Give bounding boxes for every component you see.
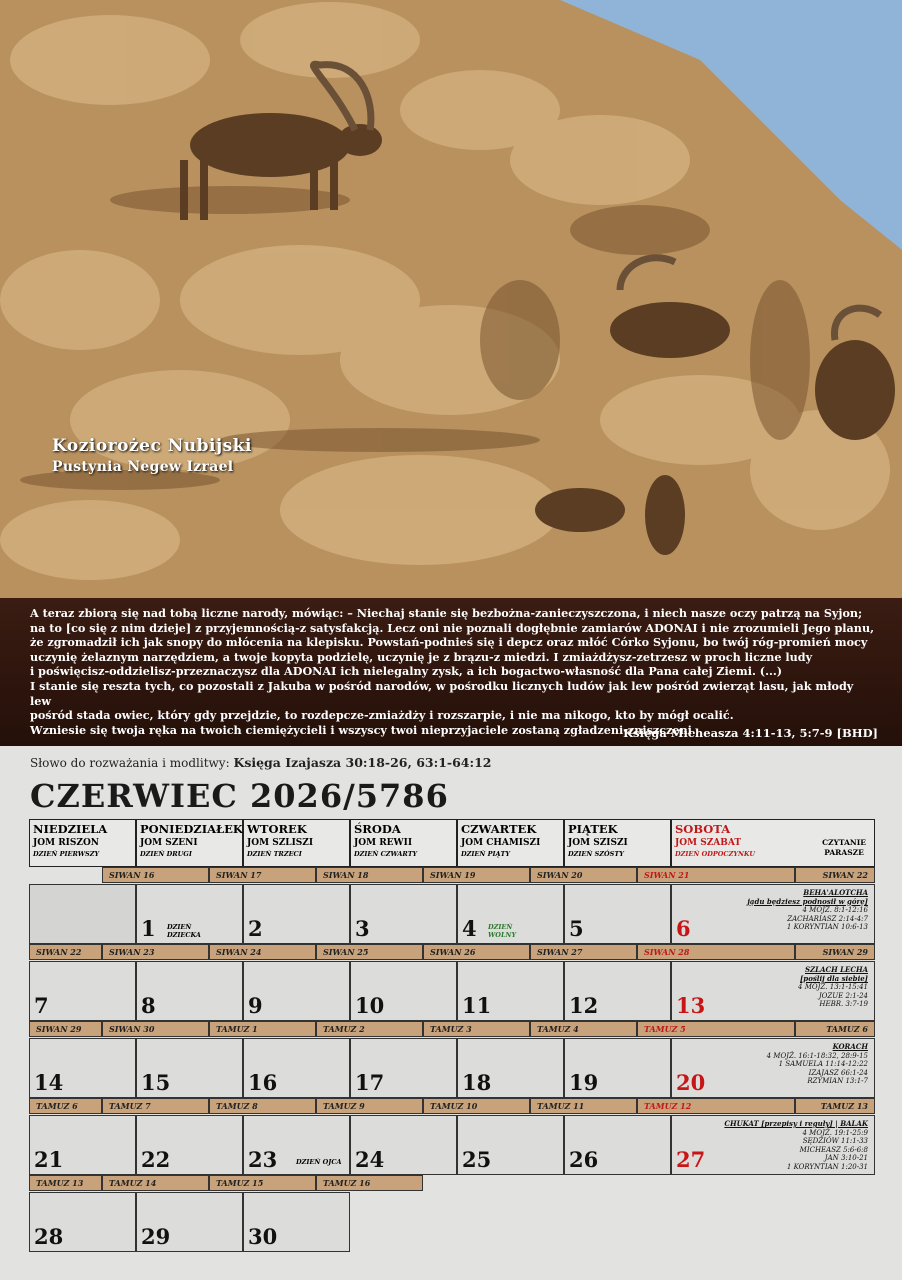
hebrew-date: SIWAN 22 <box>29 944 102 960</box>
parasha-reference: SĘDZIÓW 11:1-33 <box>802 1137 868 1146</box>
day-description: DZIEŃ PIĄTY <box>461 850 511 858</box>
day-description: DZIEŃ DRUGI <box>140 850 192 858</box>
day-number: 15 <box>141 1070 171 1095</box>
parasha-reference: 1 KORYNTIAN 1:20-31 <box>786 1162 868 1171</box>
day-description: DZIEŃ CZWARTY <box>354 850 418 858</box>
ibex-photo <box>0 0 902 598</box>
parasha-readings <box>798 966 868 1009</box>
day-cell[interactable] <box>243 1038 350 1098</box>
day-number: 4 <box>462 916 477 941</box>
day-cell[interactable] <box>671 1038 875 1098</box>
day-note: DZIEŃ WOLNY <box>488 923 517 939</box>
parasha-reference: 4 MOJŻ. 13:1-15:41 <box>798 983 868 992</box>
day-number: 28 <box>34 1224 64 1249</box>
parasha-reference: IZAJASZ 66:1-24 <box>808 1068 868 1077</box>
parasha-reference: JOZUE 2:1-24 <box>818 991 868 1000</box>
day-header <box>136 819 243 867</box>
day-cell[interactable] <box>350 961 457 1021</box>
verse-line: na to [co się z nim dzieje] z przyjemnością-z satysfakcją. Lecz oni nie poznali dogłębnie zamiarów ADONAI i nie zrozumieli Jego planu, <box>30 620 874 635</box>
hebrew-date: TAMUZ 5 <box>637 1021 795 1037</box>
day-number: 3 <box>355 916 370 941</box>
day-number: 11 <box>462 993 492 1018</box>
day-number: 30 <box>248 1224 278 1249</box>
day-name: PONIEDZIAŁEK <box>140 822 243 836</box>
parasha-readings <box>724 1120 868 1172</box>
empty-day-cell <box>29 884 136 944</box>
parasha-readings <box>767 1043 868 1086</box>
day-description: DZIEŃ SZÓSTY <box>568 850 624 858</box>
day-cell[interactable] <box>564 961 671 1021</box>
day-number: 29 <box>141 1224 171 1249</box>
day-description: DZIEŃ PIERWSZY <box>33 850 100 858</box>
day-cell[interactable] <box>564 884 671 944</box>
day-hebrew-name: JOM SZISZI <box>568 838 628 848</box>
day-cell[interactable] <box>457 1115 564 1175</box>
hebrew-date: SIWAN 23 <box>102 944 209 960</box>
day-cell[interactable] <box>29 1192 136 1252</box>
hebrew-date: TAMUZ 14 <box>102 1175 209 1191</box>
day-cell[interactable] <box>136 884 243 944</box>
day-header <box>29 819 136 867</box>
day-description: DZIEŃ TRZECI <box>247 850 302 858</box>
day-number: 27 <box>676 1147 706 1172</box>
hebrew-date: SIWAN 27 <box>530 944 637 960</box>
parasha-reference: JAN 3:10-21 <box>824 1154 868 1163</box>
parasha-reference: 1 KORYNTIAN 10:6-13 <box>786 923 868 932</box>
day-number: 25 <box>462 1147 492 1172</box>
hebrew-date: TAMUZ 6 <box>795 1021 875 1037</box>
verse-line: pośród stada owiec, który gdy przejdzie, to rozdepcze-zmiażdży i rozszarpie, i nie ma nikogo, kto by mógł ocalić. <box>30 708 734 723</box>
parasha-subtitle: [poślij dla siebie] <box>799 973 868 983</box>
day-number: 13 <box>676 993 706 1018</box>
day-cell[interactable] <box>136 1038 243 1098</box>
caption-title: Koziorożec Nubijski <box>52 436 252 456</box>
parasha-title: KORACH <box>832 1042 868 1051</box>
hebrew-date: TAMUZ 3 <box>423 1021 530 1037</box>
verse-reference: Księga Micheasza 4:11-13, 5:7-9 [BHD] <box>623 726 878 740</box>
parasha-title: BEHA'ALOTCHA <box>803 888 868 897</box>
day-cell[interactable] <box>457 884 564 944</box>
day-cell[interactable] <box>457 961 564 1021</box>
verse-line: uczynię żelaznym narzędziem, a twoje kopyta podzielę, uczynię je z brązu-z miedzi. I zmiażdżysz-zetrzesz w proch liczne ludy <box>30 649 813 664</box>
parasha-reference: ZACHARIASZ 2:14-4:7 <box>787 914 868 923</box>
day-cell[interactable] <box>243 1115 350 1175</box>
day-number: 26 <box>569 1147 599 1172</box>
day-cell[interactable] <box>350 884 457 944</box>
day-number: 20 <box>676 1070 706 1095</box>
day-number: 8 <box>141 993 156 1018</box>
day-hebrew-name: JOM SZABAT <box>675 838 742 848</box>
hebrew-date: SIWAN 29 <box>29 1021 102 1037</box>
parasha-reference: 4 MOJŻ. 19:1-25:9 <box>802 1128 868 1137</box>
day-hebrew-name: JOM CHAMISZI <box>461 838 541 848</box>
day-number: 17 <box>355 1070 385 1095</box>
day-number: 7 <box>34 993 49 1018</box>
day-cell[interactable] <box>671 961 875 1021</box>
parasha-reference: 4 MOJŻ. 8:1-12:16 <box>802 906 868 915</box>
day-number: 5 <box>569 916 584 941</box>
hebrew-date: SIWAN 26 <box>423 944 530 960</box>
day-cell[interactable] <box>350 1038 457 1098</box>
day-cell[interactable] <box>29 1038 136 1098</box>
day-number: 19 <box>569 1070 599 1095</box>
hebrew-date: TAMUZ 4 <box>530 1021 637 1037</box>
day-cell[interactable] <box>671 884 875 944</box>
day-header <box>243 819 350 867</box>
parasha-subtitle: jądu będziesz podnosił w górę] <box>747 896 868 906</box>
day-number: 24 <box>355 1147 385 1172</box>
day-name: WTOREK <box>247 822 307 836</box>
verse-line: że zgromadził ich jak snopy do młócenia na klepisku. Powstań-podnieś się i depcz oraz młóć Córko Syjonu, bo twój róg-promień mocy <box>30 635 868 650</box>
day-number: 21 <box>34 1147 64 1172</box>
day-name: NIEDZIELA <box>33 822 108 836</box>
scripture-verse-box <box>0 598 902 746</box>
hebrew-date: SIWAN 28 <box>637 944 795 960</box>
study-reading <box>30 755 492 770</box>
day-cell[interactable] <box>29 1115 136 1175</box>
cliff-illustration <box>0 0 902 598</box>
hebrew-date: SIWAN 16 <box>102 867 209 883</box>
parasha-reference: HEBR. 3:7-19 <box>819 1000 868 1009</box>
day-cell[interactable] <box>564 1038 671 1098</box>
hebrew-date: SIWAN 29 <box>795 944 875 960</box>
day-number: 12 <box>569 993 599 1018</box>
day-number: 18 <box>462 1070 492 1095</box>
parasha-title: SZLACH LECHA <box>804 965 868 974</box>
hebrew-date: SIWAN 19 <box>423 867 530 883</box>
day-note: DZIEŃ OJCA <box>296 1158 342 1166</box>
study-reference: Księga Izajasza 30:18-26, 63:1-64:12 <box>233 755 492 770</box>
day-number: 10 <box>355 993 385 1018</box>
hebrew-date: SIWAN 24 <box>209 944 316 960</box>
photo-caption <box>52 436 252 475</box>
day-cell[interactable] <box>457 1038 564 1098</box>
hebrew-date: TAMUZ 10 <box>423 1098 530 1114</box>
day-cell[interactable] <box>243 884 350 944</box>
day-header <box>457 819 564 867</box>
day-number: 2 <box>248 916 263 941</box>
day-name: SOBOTA <box>675 822 731 836</box>
month-title: CZERWIEC 2026/5786 <box>30 777 449 815</box>
hebrew-date: SIWAN 25 <box>316 944 423 960</box>
day-number: 9 <box>248 993 263 1018</box>
day-number: 14 <box>34 1070 64 1095</box>
parasha-label-line: PARASZE <box>824 848 864 857</box>
caption-subtitle: Pustynia Negew Izrael <box>52 459 234 475</box>
hebrew-date: SIWAN 18 <box>316 867 423 883</box>
day-cell[interactable] <box>564 1115 671 1175</box>
day-hebrew-name: JOM SZENI <box>140 838 198 848</box>
hebrew-date: TAMUZ 16 <box>316 1175 423 1191</box>
day-cell[interactable] <box>243 961 350 1021</box>
parasha-reference: MICHEASZ 5:6-6:8 <box>799 1145 868 1154</box>
hebrew-date: SIWAN 20 <box>530 867 637 883</box>
day-header <box>671 819 875 867</box>
hebrew-date: SIWAN 22 <box>795 867 875 883</box>
parasha-label <box>822 838 866 858</box>
parasha-reference: 1 SAMUELA 11:14-12:22 <box>778 1060 868 1069</box>
hebrew-date: TAMUZ 7 <box>102 1098 209 1114</box>
day-header <box>350 819 457 867</box>
hebrew-date: TAMUZ 12 <box>637 1098 795 1114</box>
day-cell[interactable] <box>136 1115 243 1175</box>
day-number: 23 <box>248 1147 278 1172</box>
day-description: DZIEŃ ODPOCZYNKU <box>675 850 756 858</box>
day-cell[interactable] <box>671 1115 875 1175</box>
day-cell[interactable] <box>136 1192 243 1252</box>
calendar-grid <box>29 819 875 1251</box>
day-hebrew-name: JOM REWII <box>354 838 413 848</box>
parasha-readings <box>747 889 868 932</box>
day-cell[interactable] <box>243 1192 350 1252</box>
study-label: Słowo do rozważania i modlitwy: <box>30 756 230 770</box>
day-number: 6 <box>676 916 691 941</box>
verse-line: I stanie się reszta tych, co pozostali z Jakuba w pośród narodów, w pośrodku licznych ludów jak lew pośród zwierząt lasu, jak młody lew <box>30 678 854 708</box>
hebrew-date: TAMUZ 1 <box>209 1021 316 1037</box>
hebrew-date: TAMUZ 13 <box>795 1098 875 1114</box>
day-number: 22 <box>141 1147 171 1172</box>
hebrew-date: TAMUZ 11 <box>530 1098 637 1114</box>
day-cell[interactable] <box>350 1115 457 1175</box>
day-cell[interactable] <box>136 961 243 1021</box>
hebrew-date: TAMUZ 6 <box>29 1098 102 1114</box>
day-name: ŚRODA <box>354 822 401 836</box>
day-number: 1 <box>141 916 156 941</box>
day-hebrew-name: JOM SZLISZI <box>247 838 314 848</box>
hebrew-date: TAMUZ 13 <box>29 1175 102 1191</box>
hebrew-date: SIWAN 30 <box>102 1021 209 1037</box>
hebrew-date: TAMUZ 15 <box>209 1175 316 1191</box>
hebrew-date: TAMUZ 8 <box>209 1098 316 1114</box>
day-hebrew-name: JOM RISZON <box>33 838 100 848</box>
parasha-reference: 4 MOJŻ. 16:1-18:32, 28:9-15 <box>766 1051 868 1060</box>
hebrew-date: TAMUZ 2 <box>316 1021 423 1037</box>
day-cell[interactable] <box>29 961 136 1021</box>
verse-line: A teraz zbiorą się nad tobą liczne narody, mówiąc: – Niechaj stanie się bezbożna-zanieczyszczona, i niech nasze oczy patrzą na Syjon; <box>30 606 863 620</box>
day-number: 16 <box>248 1070 278 1095</box>
day-header <box>564 819 671 867</box>
hebrew-date: SIWAN 17 <box>209 867 316 883</box>
day-note: DZIEŃ DZIECKA <box>167 923 201 939</box>
day-name: PIĄTEK <box>568 822 618 836</box>
parasha-title: CHUKAT [przepisy i reguły] | BALAK <box>724 1119 868 1128</box>
verse-line: i poświęcisz-oddzielisz-przeznaczysz dla ADONAI ich nielegalny zysk, a ich bogactwo-własność dla Pana całej Ziemi. (...) <box>30 664 783 679</box>
hebrew-date: TAMUZ 9 <box>316 1098 423 1114</box>
hebrew-date: SIWAN 21 <box>637 867 795 883</box>
parasha-label-line: CZYTANIE <box>822 838 866 847</box>
parasha-reference: RZYMIAN 13:1-7 <box>807 1077 868 1086</box>
day-name: CZWARTEK <box>461 822 537 836</box>
verse-line: Wzniesie się twoja ręka na twoich ciemiężycieli i wszyscy twoi nieprzyjaciele zostaną zgładzeni-zniszczeni. <box>30 722 696 737</box>
